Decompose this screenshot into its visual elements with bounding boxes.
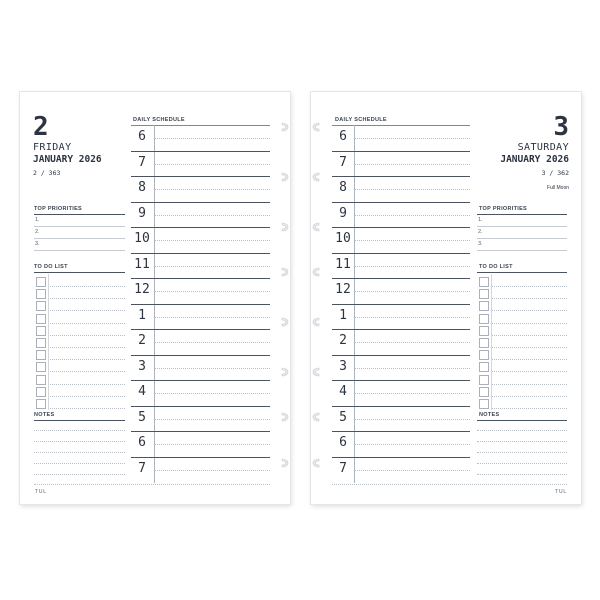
todo-line: [48, 286, 125, 287]
top-priorities-label: TOP PRIORITIES: [34, 206, 83, 212]
notes-line[interactable]: [477, 441, 567, 442]
hour-label: 12: [134, 282, 150, 297]
hour-label: 6: [339, 129, 347, 144]
half-hour-dotted-line: [355, 317, 470, 318]
todo-checkbox[interactable]: [479, 387, 489, 397]
half-hour-dotted-line: [155, 164, 270, 165]
hour-label: 5: [138, 409, 146, 425]
todo-line: [491, 310, 567, 311]
hour-label: 8: [138, 180, 146, 195]
priority-line: [34, 226, 125, 227]
todo-checkbox[interactable]: [36, 375, 46, 385]
todo-list-label: TO DO LIST: [479, 264, 513, 270]
priority-line: [477, 226, 567, 227]
hour-separator-line: [332, 457, 470, 458]
hour-separator-line: [332, 253, 470, 254]
notes-line[interactable]: [34, 441, 125, 442]
priority-line: [34, 238, 125, 239]
half-hour-dotted-line: [155, 138, 270, 139]
half-hour-dotted-line: [355, 240, 470, 241]
todo-list-label: TO DO LIST: [34, 264, 68, 270]
hour-separator-line: [131, 253, 270, 254]
planner-page-left: [20, 92, 290, 504]
month-year: JANUARY 2026: [33, 154, 102, 165]
todo-checkbox[interactable]: [479, 289, 489, 299]
brand-mark: TUL: [555, 489, 567, 495]
notes-rule: [34, 420, 125, 421]
todo-line: [48, 298, 125, 299]
notes-label: NOTES: [479, 412, 500, 418]
disc-binding-peg-icon: [281, 412, 289, 422]
todo-line: [48, 359, 125, 360]
hour-label: 7: [339, 460, 347, 476]
todo-checkbox[interactable]: [36, 362, 46, 372]
top-priorities-rule: [477, 214, 567, 215]
disc-binding-peg-icon: [281, 172, 289, 182]
disc-binding-peg-icon: [312, 367, 320, 377]
hour-separator-line: [332, 329, 470, 330]
todo-line: [491, 408, 567, 409]
hour-separator-line: [332, 176, 470, 177]
day-of-year: 3 / 362: [541, 169, 569, 177]
todo-checkbox[interactable]: [479, 314, 489, 324]
todo-checkbox[interactable]: [36, 289, 46, 299]
hour-label: 7: [138, 154, 146, 170]
day-name: FRIDAY: [33, 142, 72, 153]
hour-label: 8: [339, 180, 347, 195]
schedule-top-rule: [131, 125, 270, 126]
todo-line: [491, 371, 567, 372]
hour-separator-line: [332, 304, 470, 305]
todo-column-divider: [491, 274, 492, 410]
hour-separator-line: [131, 431, 270, 432]
todo-line: [48, 347, 125, 348]
hour-label: 1: [339, 307, 347, 323]
notes-line[interactable]: [34, 452, 125, 453]
half-hour-dotted-line: [355, 215, 470, 216]
hour-separator-line: [131, 176, 270, 177]
notes-line[interactable]: [34, 474, 125, 475]
priority-number: 3.: [478, 241, 483, 247]
todo-checkbox[interactable]: [479, 277, 489, 287]
hour-separator-line: [332, 278, 470, 279]
todo-checkbox[interactable]: [36, 399, 46, 409]
hour-separator-line: [131, 457, 270, 458]
hour-separator-line: [131, 278, 270, 279]
disc-binding-peg-icon: [281, 317, 289, 327]
half-hour-dotted-line: [355, 291, 470, 292]
disc-binding-peg-icon: [281, 122, 289, 132]
hour-separator-line: [131, 202, 270, 203]
hour-separator-line: [131, 227, 270, 228]
priority-number: 2.: [35, 229, 40, 235]
todo-line: [48, 310, 125, 311]
todo-checkbox[interactable]: [479, 375, 489, 385]
todo-line: [491, 396, 567, 397]
todo-checkbox[interactable]: [36, 387, 46, 397]
disc-binding-peg-icon: [312, 267, 320, 277]
half-hour-dotted-line: [355, 368, 470, 369]
todo-checkbox[interactable]: [479, 362, 489, 372]
half-hour-dotted-line: [155, 240, 270, 241]
hour-separator-line: [131, 406, 270, 407]
todo-checkbox[interactable]: [479, 326, 489, 336]
todo-line: [48, 371, 125, 372]
notes-label: NOTES: [34, 412, 55, 418]
todo-checkbox[interactable]: [479, 301, 489, 311]
half-hour-dotted-line: [155, 291, 270, 292]
hour-label: 10: [335, 231, 351, 246]
half-hour-dotted-line: [155, 266, 270, 267]
hour-label: 7: [339, 154, 347, 170]
top-priorities-label: TOP PRIORITIES: [479, 206, 528, 212]
hour-separator-line: [332, 431, 470, 432]
half-hour-dotted-line: [155, 342, 270, 343]
todo-line: [491, 335, 567, 336]
hour-separator-line: [131, 355, 270, 356]
todo-checkbox[interactable]: [36, 277, 46, 287]
todo-list-rule: [477, 272, 567, 273]
hour-separator-line: [332, 380, 470, 381]
todo-line: [48, 323, 125, 324]
todo-list-rule: [34, 272, 125, 273]
notes-line[interactable]: [477, 430, 567, 431]
hour-label: 1: [138, 307, 146, 323]
half-hour-dotted-line: [355, 138, 470, 139]
half-hour-dotted-line: [155, 317, 270, 318]
half-hour-dotted-line: [355, 470, 470, 471]
hour-label: 12: [335, 282, 351, 297]
hour-separator-line: [332, 406, 470, 407]
disc-binding-peg-icon: [312, 458, 320, 468]
disc-binding-peg-icon: [312, 122, 320, 132]
hour-label: 6: [138, 435, 146, 450]
month-year: JANUARY 2026: [500, 154, 569, 165]
disc-binding-peg-icon: [281, 267, 289, 277]
half-hour-dotted-line: [355, 444, 470, 445]
half-hour-dotted-line: [355, 189, 470, 190]
notes-line[interactable]: [34, 463, 125, 464]
day-of-year: 2 / 363: [33, 169, 61, 177]
top-priorities-rule: [34, 214, 125, 215]
hour-separator-line: [332, 151, 470, 152]
half-hour-dotted-line: [155, 215, 270, 216]
priority-number: 1.: [478, 217, 483, 223]
hour-label: 10: [134, 231, 150, 246]
schedule-top-rule: [332, 125, 470, 126]
hour-separator-line: [131, 151, 270, 152]
todo-checkbox[interactable]: [36, 326, 46, 336]
hour-separator-line: [131, 304, 270, 305]
hour-separator-line: [332, 355, 470, 356]
disc-binding-peg-icon: [281, 367, 289, 377]
priority-number: 1.: [35, 217, 40, 223]
hour-label: 5: [339, 409, 347, 425]
hour-separator-line: [332, 202, 470, 203]
todo-line: [48, 384, 125, 385]
hour-label: 3: [138, 358, 146, 374]
todo-checkbox[interactable]: [36, 314, 46, 324]
priority-number: 2.: [478, 229, 483, 235]
disc-binding-peg-icon: [312, 412, 320, 422]
half-hour-dotted-line: [155, 368, 270, 369]
half-hour-dotted-line: [155, 444, 270, 445]
disc-binding-peg-icon: [281, 458, 289, 468]
day-number: 3: [553, 112, 569, 142]
hour-separator-line: [131, 329, 270, 330]
disc-binding-peg-icon: [312, 222, 320, 232]
notes-line[interactable]: [477, 452, 567, 453]
hour-separator-line: [332, 227, 470, 228]
half-hour-dotted-line: [355, 393, 470, 394]
day-name: SATURDAY: [517, 142, 569, 153]
half-hour-dotted-line: [155, 470, 270, 471]
hour-label: 7: [138, 460, 146, 476]
half-hour-dotted-line: [355, 342, 470, 343]
todo-line: [491, 347, 567, 348]
hour-label: 4: [339, 384, 347, 399]
notes-line[interactable]: [34, 430, 125, 431]
daily-schedule-label: DAILY SCHEDULE: [335, 117, 387, 123]
todo-line: [491, 286, 567, 287]
hour-separator-line: [131, 380, 270, 381]
todo-line: [48, 408, 125, 409]
half-hour-dotted-line: [355, 419, 470, 420]
todo-line: [491, 384, 567, 385]
half-hour-dotted-line: [355, 266, 470, 267]
hour-label: 2: [339, 333, 347, 348]
todo-checkbox[interactable]: [36, 301, 46, 311]
hour-label: 3: [339, 358, 347, 374]
daily-schedule-label: DAILY SCHEDULE: [133, 117, 185, 123]
planner-page-right: [311, 92, 581, 504]
footer-dotted-rule: [34, 484, 270, 485]
day-number: 2: [33, 112, 49, 142]
todo-line: [48, 335, 125, 336]
footer-dotted-rule: [332, 484, 567, 485]
priority-line: [477, 250, 567, 251]
priority-line: [34, 250, 125, 251]
priority-number: 3.: [35, 241, 40, 247]
priority-line: [477, 238, 567, 239]
hour-label: 11: [134, 256, 150, 272]
notes-line[interactable]: [477, 474, 567, 475]
notes-line[interactable]: [477, 463, 567, 464]
todo-line: [48, 396, 125, 397]
hour-label: 9: [339, 205, 347, 221]
hour-label: 6: [138, 129, 146, 144]
notes-rule: [477, 420, 567, 421]
todo-line: [491, 298, 567, 299]
half-hour-dotted-line: [155, 419, 270, 420]
brand-mark: TUL: [35, 489, 47, 495]
todo-column-divider: [48, 274, 49, 410]
hour-label: 6: [339, 435, 347, 450]
half-hour-dotted-line: [355, 164, 470, 165]
hour-label: 9: [138, 205, 146, 221]
disc-binding-peg-icon: [312, 317, 320, 327]
todo-checkbox[interactable]: [479, 338, 489, 348]
half-hour-dotted-line: [155, 393, 270, 394]
half-hour-dotted-line: [155, 189, 270, 190]
hour-label: 11: [335, 256, 351, 272]
todo-line: [491, 359, 567, 360]
todo-checkbox[interactable]: [36, 338, 46, 348]
hour-label: 4: [138, 384, 146, 399]
todo-checkbox[interactable]: [479, 350, 489, 360]
disc-binding-peg-icon: [281, 222, 289, 232]
todo-checkbox[interactable]: [36, 350, 46, 360]
moon-phase: Full Moon: [547, 185, 569, 191]
disc-binding-peg-icon: [312, 172, 320, 182]
todo-line: [491, 323, 567, 324]
hour-label: 2: [138, 333, 146, 348]
todo-checkbox[interactable]: [479, 399, 489, 409]
